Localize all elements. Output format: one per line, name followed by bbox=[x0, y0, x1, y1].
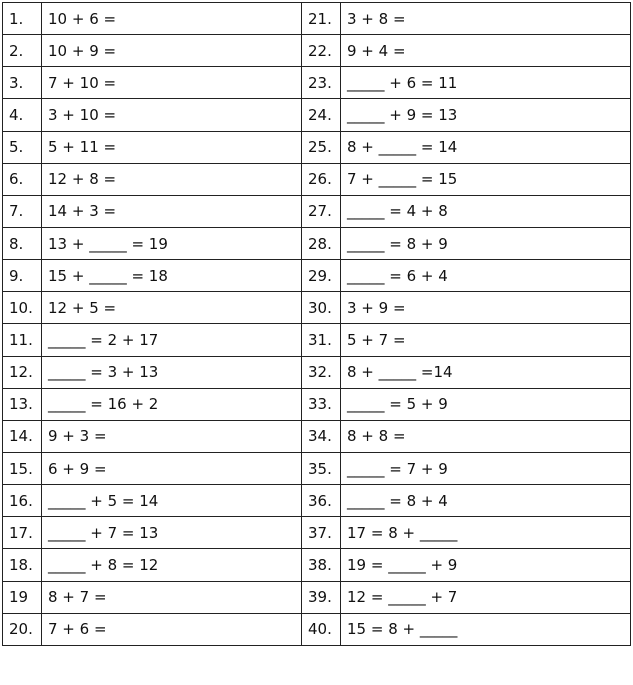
problem-number: 4. bbox=[3, 99, 42, 131]
problem-text: _____ + 6 = 11 bbox=[341, 67, 631, 99]
problem-text: 3 + 8 = bbox=[341, 3, 631, 35]
worksheet-row bbox=[3, 517, 631, 549]
problem-number: 19 bbox=[3, 581, 42, 613]
worksheet-row bbox=[3, 131, 631, 163]
problem-number: 8. bbox=[3, 227, 42, 259]
problem-number: 14. bbox=[3, 420, 42, 452]
problem-number: 18. bbox=[3, 549, 42, 581]
problem-number: 29. bbox=[302, 260, 341, 292]
problem-number: 2. bbox=[3, 35, 42, 67]
worksheet-row bbox=[3, 324, 631, 356]
problem-number: 37. bbox=[302, 517, 341, 549]
problem-text: 8 + _____ = 14 bbox=[341, 131, 631, 163]
problem-number: 39. bbox=[302, 581, 341, 613]
problem-text: 9 + 3 = bbox=[42, 420, 302, 452]
problem-number: 12. bbox=[3, 356, 42, 388]
worksheet-body bbox=[3, 3, 631, 646]
problem-number: 32. bbox=[302, 356, 341, 388]
worksheet-row bbox=[3, 260, 631, 292]
problem-number: 26. bbox=[302, 163, 341, 195]
problem-text: 12 = _____ + 7 bbox=[341, 581, 631, 613]
worksheet-row bbox=[3, 292, 631, 324]
problem-number: 1. bbox=[3, 3, 42, 35]
problem-number: 3. bbox=[3, 67, 42, 99]
problem-number: 31. bbox=[302, 324, 341, 356]
problem-text: _____ = 4 + 8 bbox=[341, 195, 631, 227]
problem-number: 13. bbox=[3, 388, 42, 420]
problem-number: 23. bbox=[302, 67, 341, 99]
problem-number: 30. bbox=[302, 292, 341, 324]
problem-number: 9. bbox=[3, 260, 42, 292]
problem-number: 17. bbox=[3, 517, 42, 549]
problem-text: 8 + 8 = bbox=[341, 420, 631, 452]
problem-text: 7 + _____ = 15 bbox=[341, 163, 631, 195]
problem-text: _____ = 16 + 2 bbox=[42, 388, 302, 420]
problem-text: 15 = 8 + _____ bbox=[341, 613, 631, 645]
problem-number: 7. bbox=[3, 195, 42, 227]
problem-text: _____ = 5 + 9 bbox=[341, 388, 631, 420]
problem-text: _____ + 7 = 13 bbox=[42, 517, 302, 549]
problem-text: 12 + 8 = bbox=[42, 163, 302, 195]
problem-number: 16. bbox=[3, 485, 42, 517]
problem-number: 38. bbox=[302, 549, 341, 581]
problem-text: 5 + 11 = bbox=[42, 131, 302, 163]
problem-number: 5. bbox=[3, 131, 42, 163]
worksheet-row bbox=[3, 3, 631, 35]
problem-text: _____ = 8 + 4 bbox=[341, 485, 631, 517]
worksheet-row bbox=[3, 99, 631, 131]
problem-text: _____ = 2 + 17 bbox=[42, 324, 302, 356]
worksheet-row bbox=[3, 195, 631, 227]
problem-text: _____ = 3 + 13 bbox=[42, 356, 302, 388]
worksheet-table bbox=[2, 2, 631, 646]
problem-number: 35. bbox=[302, 452, 341, 484]
problem-text: 3 + 9 = bbox=[341, 292, 631, 324]
problem-text: 13 + _____ = 19 bbox=[42, 227, 302, 259]
problem-text: 7 + 6 = bbox=[42, 613, 302, 645]
problem-text: 14 + 3 = bbox=[42, 195, 302, 227]
problem-text: 9 + 4 = bbox=[341, 35, 631, 67]
problem-text: 7 + 10 = bbox=[42, 67, 302, 99]
problem-number: 36. bbox=[302, 485, 341, 517]
worksheet-row bbox=[3, 452, 631, 484]
problem-number: 24. bbox=[302, 99, 341, 131]
problem-text: 19 = _____ + 9 bbox=[341, 549, 631, 581]
problem-number: 27. bbox=[302, 195, 341, 227]
problem-number: 28. bbox=[302, 227, 341, 259]
problem-number: 22. bbox=[302, 35, 341, 67]
problem-text: 10 + 9 = bbox=[42, 35, 302, 67]
problem-number: 20. bbox=[3, 613, 42, 645]
problem-number: 33. bbox=[302, 388, 341, 420]
worksheet-row bbox=[3, 613, 631, 645]
worksheet-row bbox=[3, 485, 631, 517]
problem-text: 12 + 5 = bbox=[42, 292, 302, 324]
problem-number: 34. bbox=[302, 420, 341, 452]
worksheet-row bbox=[3, 420, 631, 452]
problem-text: 8 + 7 = bbox=[42, 581, 302, 613]
problem-number: 40. bbox=[302, 613, 341, 645]
problem-text: 5 + 7 = bbox=[341, 324, 631, 356]
problem-text: _____ = 7 + 9 bbox=[341, 452, 631, 484]
problem-number: 11. bbox=[3, 324, 42, 356]
worksheet-row bbox=[3, 163, 631, 195]
worksheet-row bbox=[3, 388, 631, 420]
worksheet-row bbox=[3, 581, 631, 613]
problem-text: 10 + 6 = bbox=[42, 3, 302, 35]
problem-number: 25. bbox=[302, 131, 341, 163]
problem-text: 8 + _____ =14 bbox=[341, 356, 631, 388]
problem-text: 6 + 9 = bbox=[42, 452, 302, 484]
worksheet-row bbox=[3, 549, 631, 581]
problem-text: 15 + _____ = 18 bbox=[42, 260, 302, 292]
problem-text: 3 + 10 = bbox=[42, 99, 302, 131]
worksheet-row bbox=[3, 67, 631, 99]
problem-text: _____ + 5 = 14 bbox=[42, 485, 302, 517]
problem-text: 17 = 8 + _____ bbox=[341, 517, 631, 549]
problem-text: _____ + 9 = 13 bbox=[341, 99, 631, 131]
problem-number: 10. bbox=[3, 292, 42, 324]
problem-number: 15. bbox=[3, 452, 42, 484]
worksheet-row bbox=[3, 35, 631, 67]
problem-number: 6. bbox=[3, 163, 42, 195]
problem-text: _____ = 8 + 9 bbox=[341, 227, 631, 259]
problem-text: _____ + 8 = 12 bbox=[42, 549, 302, 581]
worksheet-row bbox=[3, 227, 631, 259]
worksheet-row bbox=[3, 356, 631, 388]
problem-text: _____ = 6 + 4 bbox=[341, 260, 631, 292]
problem-number: 21. bbox=[302, 3, 341, 35]
